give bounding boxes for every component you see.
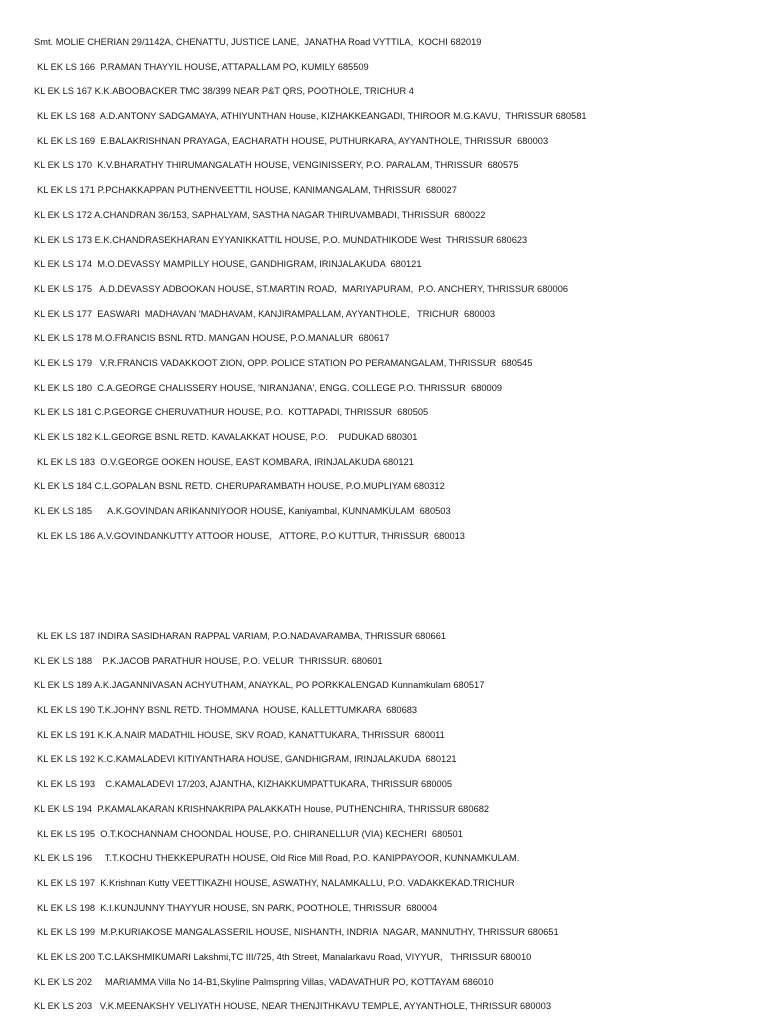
address-entry: KL EK LS 169 E.BALAKRISHNAN PRAYAGA, EACHARATH HOUSE, PUTHURKARA, AYYANTHOLE, THRISSUR 680003 — [37, 135, 549, 146]
address-entry: KL EK LS 188 P.K.JACOB PARATHUR HOUSE, P.O. VELUR THRISSUR. 680601 — [34, 655, 383, 666]
address-entry: KL EK LS 183 O.V.GEORGE OOKEN HOUSE, EAST KOMBARA, IRINJALAKUDA 680121 — [37, 456, 414, 467]
address-entry: KL EK LS 194 P.KAMALAKARAN KRISHNAKRIPA PALAKKATH House, PUTHENCHIRA, THRISSUR 680682 — [34, 803, 490, 814]
address-entry: KL EK LS 171 P.PCHAKKAPPAN PUTHENVEETTIL HOUSE, KANIMANGALAM, THRISSUR 680027 — [37, 185, 457, 196]
address-entry: KL EK LS 186 A.V.GOVINDANKUTTY ATTOOR HOUSE, ATTORE, P.O KUTTUR, THRISSUR 680013 — [37, 530, 465, 541]
address-entry: KL EK LS 172 A.CHANDRAN 36/153, SAPHALYAM, SASTHA NAGAR THIRUVAMBADI, THRISSUR 680022 — [34, 209, 486, 220]
address-entry: KL EK LS 199 M.P.KURIAKOSE MANGALASSERIL HOUSE, NISHANTH, INDRIA NAGAR, MANNUTHY, THRISSUR 680651 — [37, 927, 559, 938]
address-entry: Smt. MOLIE CHERIAN 29/1142A, CHENATTU, JUSTICE LANE, JANATHA Road VYTTILA, KOCHI 682019 — [34, 37, 482, 47]
address-entry: KL EK LS 202 MARIAMMA Villa No 14-B1,Skyline Palmspring Villas, VADAVATHUR PO, KOTTAYAM 686010 — [34, 976, 494, 987]
address-entry: KL EK LS 170 K.V.BHARATHY THIRUMANGALATH HOUSE, VENGINISSERY, P.O. PARALAM, THRISSUR 680575 — [34, 160, 519, 171]
address-entry: KL EK LS 174 M.O.DEVASSY MAMPILLY HOUSE, GANDHIGRAM, IRINJALAKUDA 680121 — [34, 259, 422, 270]
address-entry: KL EK LS 190 T.K.JOHNY BSNL RETD. THOMMANA HOUSE, KALLETTUMKARA 680683 — [37, 705, 418, 716]
address-entry: KL EK LS 182 K.L.GEORGE BSNL RETD. KAVALAKKAT HOUSE, P.O. PUDUKAD 680301 — [34, 432, 418, 442]
address-entry: KL EK LS 175 A.D.DEVASSY ADBOOKAN HOUSE, ST.MARTIN ROAD, MARIYAPURAM, P.O. ANCHERY, THRISSUR 680006 — [34, 283, 569, 294]
address-entry: KL EK LS 203 V.K.MEENAKSHY VELIYATH HOUSE, NEAR THENJITHKAVU TEMPLE, AYYANTHOLE, THRISSUR 680003 — [34, 1001, 552, 1012]
address-entry: KL EK LS 198 K.I.KUNJUNNY THAYYUR HOUSE, SN PARK, POOTHOLE, THRISSUR 680004 — [37, 902, 438, 913]
address-entry: KL EK LS 184 C.L.GOPALAN BSNL RETD. CHERUPARAMBATH HOUSE, P.O.MUPLIYAM 680312 — [34, 481, 445, 492]
address-entry: KL EK LS 193 C.KAMALADEVI 17/203, AJANTHA, KIZHAKKUMPATTUKARA, THRISSUR 680005 — [37, 779, 453, 790]
address-entry: KL EK LS 181 C.P.GEORGE CHERUVATHUR HOUSE, P.O. KOTTAPADI, THRISSUR 680505 — [34, 407, 429, 418]
address-entry: KL EK LS 192 K.C.KAMALADEVI KITIYANTHARA HOUSE, GANDHIGRAM, IRINJALAKUDA 680121 — [37, 754, 457, 765]
address-entry: KL EK LS 168 A.D.ANTONY SADGAMAYA, ATHIYUNTHAN House, KIZHAKKEANGADI, THIROOR M.G.KAVU, THRISSUR 680581 — [37, 111, 587, 122]
address-entry: KL EK LS 187 INDIRA SASIDHARAN RAPPAL VARIAM, P.O.NADAVARAMBA, THRISSUR 680661 — [37, 631, 447, 641]
address-entry: KL EK LS 185 A.K.GOVINDAN ARIKANNIYOOR HOUSE, Kaniyambal, KUNNAMKULAM 680503 — [34, 506, 451, 517]
address-list-section-2 — [0, 628, 768, 1023]
address-entry: KL EK LS 200 T.C.LAKSHMIKUMARI Lakshmi,TC III/725, 4th Street, Manalarkavu Road, VIYYUR, THRISSUR 680010 — [37, 951, 532, 962]
address-entry: KL EK LS 178 M.O.FRANCIS BSNL RTD. MANGAN HOUSE, P.O.MANALUR 680617 — [34, 333, 390, 344]
address-entry: KL EK LS 166 P.RAMAN THAYYIL HOUSE, ATTAPALLAM PO, KUMILY 685509 — [37, 61, 369, 72]
address-entry: KL EK LS 180 C.A.GEORGE CHALISSERY HOUSE, 'NIRANJANA', ENGG. COLLEGE P.O. THRISSUR 680009 — [34, 382, 503, 393]
address-entry: KL EK LS 196 T.T.KOCHU THEKKEPURATH HOUSE, Old Rice Mill Road, P.O. KANIPPAYOOR, KUNNAMKULAM. — [34, 853, 520, 864]
address-entry: KL EK LS 179 V.R.FRANCIS VADAKKOOT ZION, OPP. POLICE STATION PO PERAMANGALAM, THRISSUR 680545 — [34, 357, 533, 368]
address-entry: KL EK LS 195 O.T.KOCHANNAM CHOONDAL HOUSE, P.O. CHIRANELLUR (VIA) KECHERI 680501 — [37, 828, 463, 839]
address-entry: KL EK LS 197 K.Krishnan Kutty VEETTIKAZHI HOUSE, ASWATHY, NALAMKALLU, P.O. VADAKKEKAD.TRICHUR — [37, 877, 515, 888]
address-entry: KL EK LS 177 EASWARI MADHAVAN 'MADHAVAM, KANJIRAMPALLAM, AYYANTHOLE, TRICHUR 680003 — [34, 308, 496, 319]
address-entry: KL EK LS 167 K.K.ABOOBACKER TMC 38/399 NEAR P&T QRS, POOTHOLE, TRICHUR 4 — [34, 86, 414, 97]
address-entry: KL EK LS 173 E.K.CHANDRASEKHARAN EYYANIKKATTIL HOUSE, P.O. MUNDATHIKODE West THRISSUR 680623 — [34, 234, 528, 245]
address-entry: KL EK LS 189 A.K.JAGANNIVASAN ACHYUTHAM, ANAYKAL, PO PORKKALENGAD Kunnamkulam 680517 — [34, 680, 485, 691]
address-list-section-1 — [0, 34, 768, 552]
address-entry: KL EK LS 191 K.K.A.NAIR MADATHIL HOUSE, SKV ROAD, KANATTUKARA, THRISSUR 680011 — [37, 729, 445, 740]
